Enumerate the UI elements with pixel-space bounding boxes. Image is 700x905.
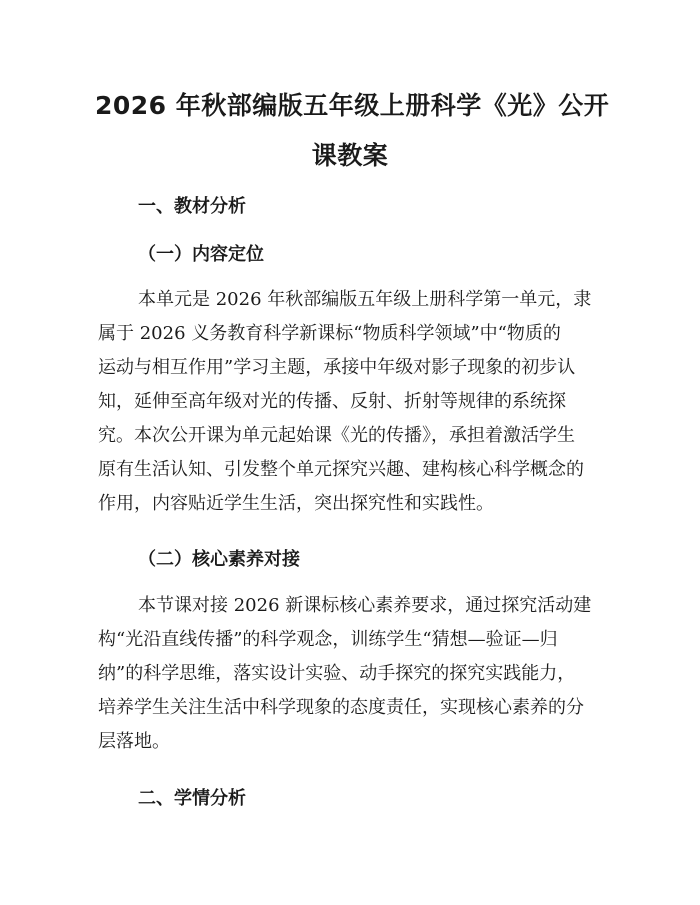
subsection-heading-core-literacy: （二）核心素养对接: [138, 549, 300, 570]
document-title-line-2: 课教案: [311, 141, 389, 170]
paragraph-line: 培养学生关注生活中科学现象的态度责任，实现核心素养的分: [98, 697, 584, 718]
paragraph-content-positioning: [98, 283, 608, 521]
paragraph-line: 知，延伸至高年级对光的传播、反射、折射等规律的系统探: [98, 391, 566, 412]
paragraph-line: 本节课对接 2026 新课标核心素养要求，通过探究活动建: [138, 595, 592, 616]
document-title-line-1: 2026 年秋部编版五年级上册科学《光》公开: [95, 91, 610, 120]
paragraph-line: 作用，内容贴近学生生活，突出探究性和实践性。: [98, 493, 494, 514]
paragraph-line: 运动与相互作用”学习主题，承接中年级对影子现象的初步认: [98, 357, 576, 378]
paragraph-line: 原有生活认知、引发整个单元探究兴趣、建构核心科学概念的: [98, 459, 584, 480]
paragraph-line: 构“光沿直线传播”的科学观念，训练学生“猜想—验证—归: [98, 629, 558, 650]
paragraph-line: 属于 2026 义务教育科学新课标“物质科学领域”中“物质的: [98, 323, 561, 344]
section-heading-learner-analysis: 二、学情分析: [138, 788, 246, 809]
paragraph-line: 层落地。: [98, 731, 170, 752]
paragraph-line: 纳”的科学思维，落实设计实验、动手探究的探究实践能力，: [98, 663, 576, 684]
section-heading-textbook-analysis: 一、教材分析: [138, 196, 246, 217]
paragraph-line: 本单元是 2026 年秋部编版五年级上册科学第一单元，隶: [138, 289, 592, 310]
subsection-heading-content-positioning: （一）内容定位: [138, 244, 264, 265]
paragraph-core-literacy: [98, 589, 608, 759]
paragraph-line: 究。本次公开课为单元起始课《光的传播》，承担着激活学生: [98, 425, 575, 446]
